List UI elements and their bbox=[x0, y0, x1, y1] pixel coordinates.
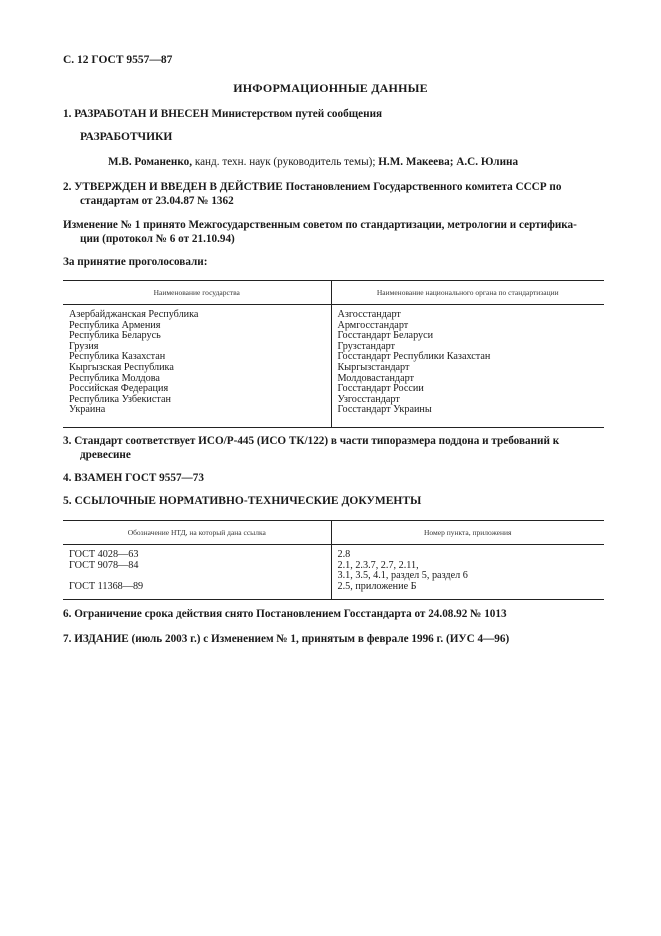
state-name: Азербайджанская Республика bbox=[69, 309, 199, 320]
item-1-text: Министерством путей сообщения bbox=[208, 108, 383, 120]
clause-ref: 2.8 bbox=[337, 549, 351, 560]
doc-designation: ГОСТ 9078—84 bbox=[69, 559, 139, 571]
state-name: Кыргызская Республика bbox=[69, 361, 174, 373]
item-2-line-1: 2. УТВЕРЖДЕН И ВВЕДЕН В ДЕЙСТВИЕ Постановлением Государственного комитета СССР по bbox=[63, 181, 562, 193]
states-table bbox=[63, 280, 604, 428]
developer-names-2: Н.М. Макеева; А.С. Юлина bbox=[378, 156, 519, 168]
standards-body: Госстандарт Республики Казахстан bbox=[337, 351, 491, 363]
change-note-line-1: Изменение № 1 принято Межгосударственным советом по стандартизации, метрологии и сертифика- bbox=[63, 219, 577, 231]
states-column bbox=[63, 305, 331, 428]
standards-body: Армгосстандарт bbox=[337, 319, 409, 331]
standards-body: Молдовастандарт bbox=[337, 372, 415, 384]
item-7: 7. ИЗДАНИЕ (июль 2003 г.) с Изменением № 1, принятым в феврале 1996 г. (ИУС 4—96) bbox=[63, 633, 510, 645]
developer-name-1: М.В. Романенко, bbox=[108, 156, 193, 168]
standards-body: Узгосстандарт bbox=[337, 393, 400, 405]
standards-body: Госстандарт Украины bbox=[337, 404, 432, 416]
developers-line bbox=[108, 155, 518, 169]
states-header-state: Наименование государства bbox=[63, 281, 331, 305]
state-name: Республика Узбекистан bbox=[69, 393, 171, 405]
standards-body: Госстандарт России bbox=[337, 383, 424, 395]
item-6: 6. Ограничение срока действия снято Постановлением Госстандарта от 24.08.92 № 1013 bbox=[63, 608, 507, 620]
standards-body: Кыргызстандарт bbox=[337, 361, 410, 373]
references-table bbox=[63, 520, 604, 600]
change-note-line-2: ции (протокол № 6 от 21.10.94) bbox=[80, 233, 235, 245]
references-header-doc: Обозначение НТД, на который дана ссылка bbox=[63, 521, 331, 545]
standards-body: Азгосстандарт bbox=[337, 309, 401, 320]
item-4: 4. ВЗАМЕН ГОСТ 9557—73 bbox=[63, 472, 204, 484]
item-3-line-1: 3. Стандарт соответствует ИСО/Р-445 (ИСО ТК/122) в части типоразмера поддона и требований к bbox=[63, 435, 560, 447]
refs-column bbox=[331, 545, 604, 600]
item-1-label: 1. РАЗРАБОТАН И ВНЕСЕН bbox=[63, 108, 209, 120]
item-2 bbox=[63, 180, 603, 208]
doc-designation: ГОСТ 4028—63 bbox=[69, 549, 139, 560]
item-3 bbox=[63, 434, 603, 462]
voted-heading: За принятие проголосовали: bbox=[63, 256, 208, 268]
standards-body: Грузстандарт bbox=[337, 340, 396, 352]
state-name: Республика Молдова bbox=[69, 372, 160, 384]
bodies-column bbox=[331, 305, 604, 428]
references-header-ref: Номер пункта, приложения bbox=[331, 521, 604, 545]
developers-title: РАЗРАБОТЧИКИ bbox=[80, 131, 173, 143]
clause-ref: 2.1, 2.3.7, 2.7, 2.11, bbox=[337, 559, 419, 571]
page-title: ИНФОРМАЦИОННЫЕ ДАННЫЕ bbox=[233, 81, 428, 95]
clause-ref: 3.1, 3.5, 4.1, раздел 5, раздел 6 bbox=[337, 570, 468, 582]
docs-column bbox=[63, 545, 331, 600]
item-2-line-2: стандартам от 23.04.87 № 1362 bbox=[80, 195, 234, 207]
state-name: Украина bbox=[69, 404, 106, 416]
item-1 bbox=[63, 107, 382, 121]
state-name: Грузия bbox=[69, 340, 99, 352]
standards-body: Госстандарт Беларуси bbox=[337, 330, 434, 342]
item-5: 5. ССЫЛОЧНЫЕ НОРМАТИВНО-ТЕХНИЧЕСКИЕ ДОКУМЕНТЫ bbox=[63, 495, 422, 507]
state-name: Республика Казахстан bbox=[69, 351, 166, 363]
clause-ref: 2.5, приложение Б bbox=[337, 580, 417, 592]
state-name: Республика Беларусь bbox=[69, 330, 161, 342]
page-header: С. 12 ГОСТ 9557—87 bbox=[63, 54, 173, 66]
state-name: Российская Федерация bbox=[69, 383, 169, 395]
developer-desc-1: канд. техн. наук (руководитель темы); bbox=[192, 156, 379, 168]
state-name: Республика Армения bbox=[69, 319, 161, 331]
item-3-line-2: древесине bbox=[80, 449, 131, 461]
states-header-body: Наименование национального органа по стандартизации bbox=[331, 281, 604, 305]
doc-designation: ГОСТ 11368—89 bbox=[69, 580, 144, 592]
change-note bbox=[63, 218, 603, 246]
